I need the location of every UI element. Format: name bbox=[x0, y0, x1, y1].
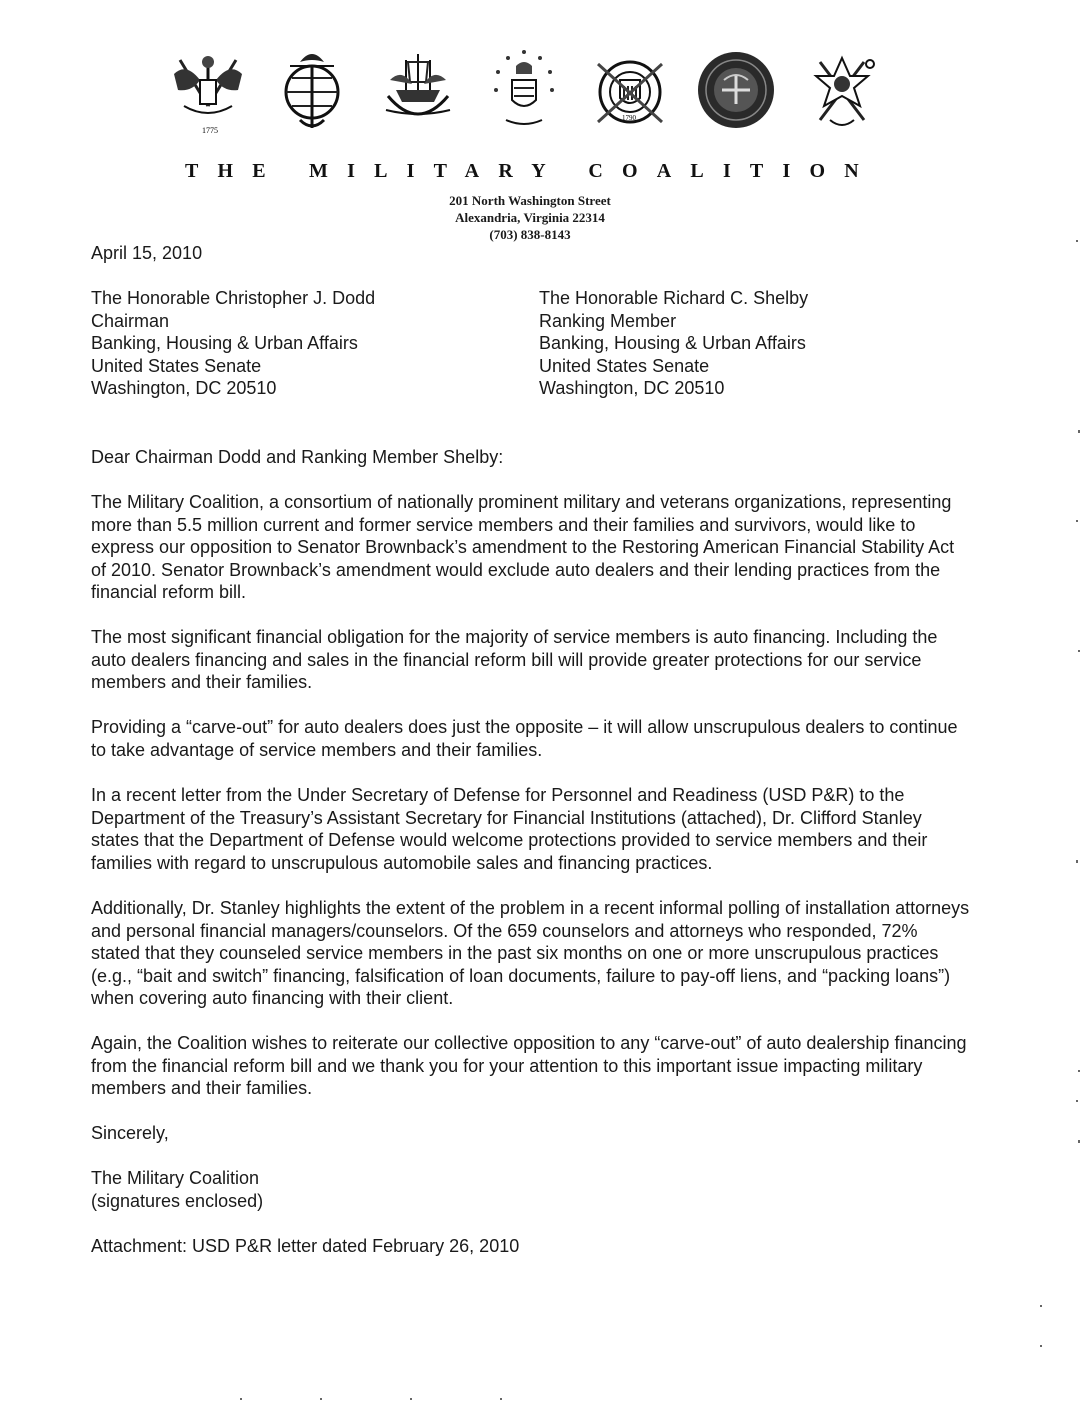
address-phone: (703) 838-8143 bbox=[489, 227, 571, 242]
recipient-body: United States Senate bbox=[91, 355, 262, 376]
body-paragraph-5 bbox=[91, 897, 971, 1010]
address-street: 201 North Washington Street bbox=[449, 193, 611, 208]
recipient-title: Ranking Member bbox=[539, 310, 677, 331]
recipient-block-dodd bbox=[91, 287, 511, 400]
paragraph-text: Additionally, Dr. Stanley highlights the extent of the problem in a recent informal polling of installation attorneys and personal financial managers/counselors. Of the 659 counselors and attorneys who responded, 72% stated that they counseled service members in the past six months on one or more unscrupulous practices (e.g., “bait and switch” financing, falsification of loan documents, failure to pay-off liens, and “packing loans”) when covering auto financing with their client. bbox=[91, 898, 970, 1009]
recipient-city: Washington, DC 20510 bbox=[539, 378, 725, 399]
recipient-city: Washington, DC 20510 bbox=[91, 378, 277, 399]
paragraph-text: The most significant financial obligation for the majority of service members is auto financing. Including the auto dealers financing and sales in the financial reform bill will provide greater protections for our service members and their families. bbox=[91, 627, 938, 693]
letterhead-seals bbox=[160, 40, 900, 140]
noaa-seal-icon bbox=[800, 40, 884, 136]
address-city: Alexandria, Virginia 22314 bbox=[455, 210, 605, 225]
marine-corps-seal-icon bbox=[270, 40, 354, 136]
signature-note: (signatures enclosed) bbox=[91, 1190, 264, 1211]
coast-guard-seal-year: 1790 bbox=[622, 114, 636, 122]
signature-block bbox=[91, 1167, 263, 1212]
paragraph-text: Providing a “carve-out” for auto dealers does just the opposite – it will allow unscrupulous dealers to continue to take advantage of service members and their families. bbox=[91, 717, 958, 760]
paragraph-text: In a recent letter from the Under Secretary of Defense for Personnel and Readiness (USD P&R) to the Department of the Treasury’s Assistant Secretary for Financial Institutions (attached), Dr. Clifford Stanley states that the Department of Defense would welcome protections provided to service members and their families with regard to unscrupulous automobile sales and financing practices. bbox=[91, 785, 928, 873]
closing: Sincerely, bbox=[91, 1123, 169, 1143]
army-seal-year: 1775 bbox=[202, 126, 218, 135]
recipient-body: United States Senate bbox=[539, 355, 710, 376]
body-paragraph-3 bbox=[91, 716, 971, 761]
letterhead-address bbox=[400, 192, 660, 243]
coast-guard-seal-icon bbox=[588, 40, 672, 136]
signature-organization: The Military Coalition bbox=[91, 1168, 260, 1188]
air-force-seal-icon bbox=[482, 40, 566, 136]
navy-seal-icon bbox=[376, 40, 460, 136]
attachment-note: Attachment: USD P&R letter dated February 26, 2010 bbox=[91, 1236, 520, 1256]
salutation: Dear Chairman Dodd and Ranking Member Shelby: bbox=[91, 447, 504, 467]
paragraph-text: The Military Coalition, a consortium of nationally prominent military and veterans organizations, representing more than 5.5 million current and former service members and their families and survivors, would like to express our opposition to Senator Brownback’s amendment to the Restoring American Financial Stability Act of 2010. Senator Brownback’s amendment would exclude auto dealers and their lending practices from the financial reform bill. bbox=[91, 492, 955, 603]
organization-name: THE MILITARY COALITION bbox=[185, 160, 878, 182]
recipient-name: The Honorable Richard C. Shelby bbox=[539, 288, 809, 308]
army-seal-icon bbox=[166, 40, 250, 136]
body-paragraph-4 bbox=[91, 784, 971, 874]
recipient-name: The Honorable Christopher J. Dodd bbox=[91, 288, 376, 308]
recipient-title: Chairman bbox=[91, 310, 170, 331]
recipient-committee: Banking, Housing & Urban Affairs bbox=[91, 333, 358, 354]
paragraph-text: Again, the Coalition wishes to reiterate our collective opposition to any “carve-out” of auto dealership financing from the financial reform bill and we thank you for your attention to this important issue impacting military members and their families. bbox=[91, 1033, 967, 1099]
recipient-block-shelby bbox=[539, 287, 959, 400]
body-paragraph-2 bbox=[91, 626, 971, 694]
recipient-committee: Banking, Housing & Urban Affairs bbox=[539, 333, 806, 354]
body-paragraph-1 bbox=[91, 491, 971, 604]
public-health-service-seal-icon bbox=[694, 40, 778, 136]
letter-date: April 15, 2010 bbox=[91, 243, 203, 263]
body-paragraph-6 bbox=[91, 1032, 971, 1100]
